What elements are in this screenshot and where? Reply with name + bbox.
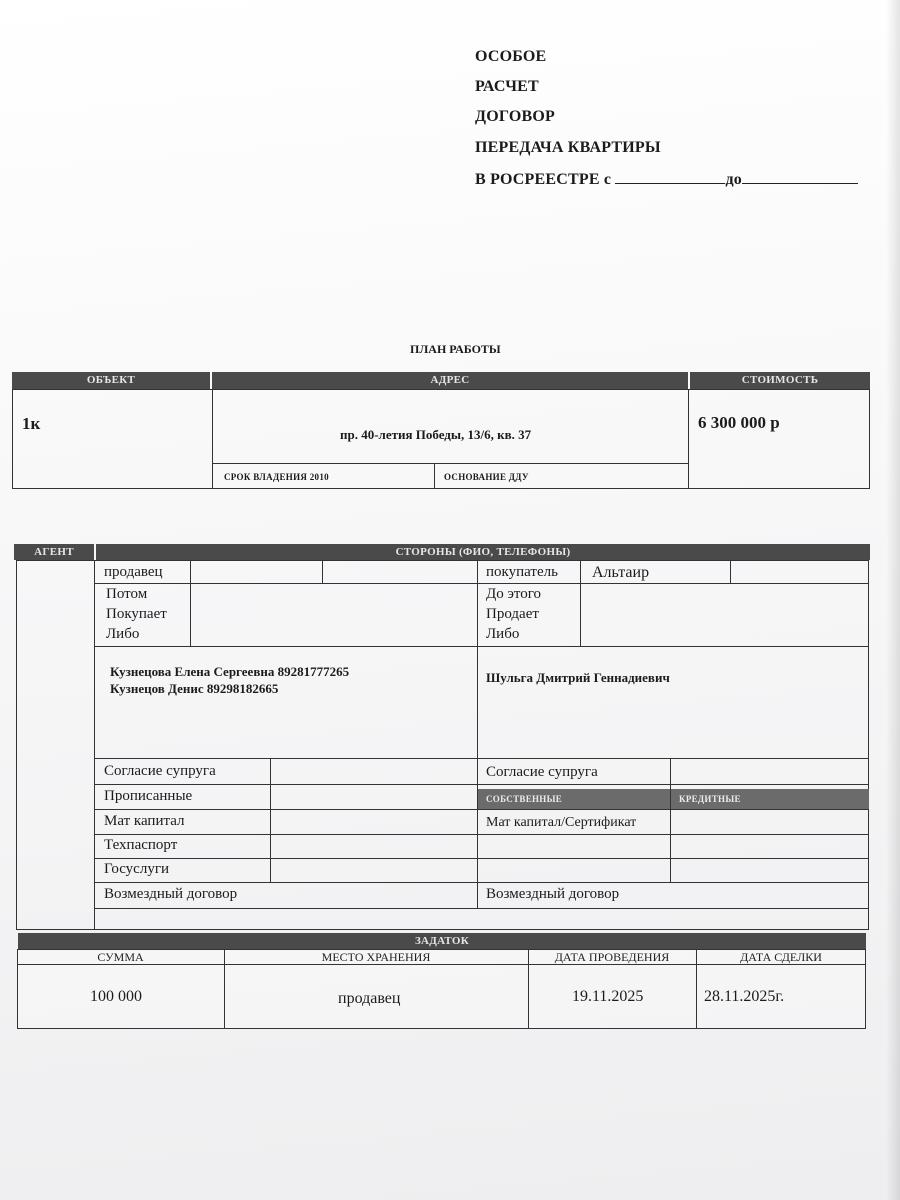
rosreestr-from-blank[interactable] (615, 169, 725, 184)
divider (94, 646, 869, 647)
divider (730, 560, 731, 583)
rosreestr-to-label: до (725, 171, 742, 188)
header-line-3: ДОГОВОР (475, 108, 555, 125)
buyer-prev-2: Продает (486, 606, 539, 622)
buyer-prev-1: До этого (486, 586, 542, 602)
divider (17, 964, 866, 965)
cost-header: СТОИМОСТЬ (690, 372, 870, 389)
right-row-spouse: Согласие супруга (486, 764, 598, 780)
header-line-2: РАСЧЕТ (475, 78, 539, 95)
left-row-registered: Прописанные (104, 788, 193, 804)
divider (670, 758, 671, 882)
divider (212, 463, 688, 464)
address-header: АДРЕС (212, 372, 688, 389)
agent-header: АГЕНТ (14, 544, 94, 560)
left-row-mat-capital: Мат капитал (104, 813, 185, 829)
seller-next-2: Покупает (106, 606, 167, 622)
deposit-col-deal-date: ДАТА СДЕЛКИ (740, 950, 822, 964)
center-divider (477, 560, 478, 908)
deal-date: 28.11.2025г. (704, 988, 785, 1005)
parties-header: СТОРОНЫ (ФИО, ТЕЛЕФОНЫ) (96, 544, 870, 560)
buyer-prev-3: Либо (486, 626, 520, 642)
seller-label: продавец (104, 564, 163, 580)
right-row-mat-capital: Мат капитал/Сертификат (486, 815, 637, 830)
plan-title: ПЛАН РАБОТЫ (410, 342, 501, 356)
divider (270, 758, 271, 882)
rosreestr-line (475, 169, 858, 189)
object-cost: 6 300 000 р (698, 413, 780, 432)
divider (94, 583, 869, 584)
own-funds-header: СОБСТВЕННЫЕ (478, 789, 670, 809)
buyer-label: покупатель (486, 564, 558, 580)
divider (94, 834, 869, 835)
credit-funds-header: КРЕДИТНЫЕ (671, 789, 869, 809)
ownership-term: СРОК ВЛАДЕНИЯ 2010 (224, 472, 329, 482)
divider (580, 560, 581, 646)
object-type: 1к (22, 414, 41, 433)
divider (94, 758, 869, 759)
divider (94, 858, 869, 859)
rosreestr-prefix: В РОСРЕЕСТРЕ с (475, 171, 612, 188)
divider (212, 389, 213, 489)
divider (434, 463, 435, 489)
seller-next-3: Либо (106, 626, 140, 642)
deposit-sum: 100 000 (90, 988, 142, 1005)
divider (688, 389, 689, 489)
deposit-header: ЗАДАТОК (18, 933, 866, 949)
divider (94, 784, 869, 785)
buyer-agent: Альтаир (592, 564, 650, 581)
object-header: ОБЪЕКТ (12, 372, 210, 389)
deposit-place: продавец (338, 990, 401, 1007)
deposit-col-place: МЕСТО ХРАНЕНИЯ (321, 950, 431, 964)
left-row-gosuslugi: Госуслуги (104, 861, 170, 877)
agent-column-divider (94, 560, 95, 930)
seller-name-2: Кузнецов Денис 89298182665 (110, 681, 279, 696)
seller-next-1: Потом (106, 586, 148, 602)
ownership-basis: ОСНОВАНИЕ ДДУ (444, 472, 529, 482)
left-row-contract: Возмездный договор (104, 886, 238, 902)
header-line-1: ОСОБОЕ (475, 48, 547, 65)
divider (94, 809, 869, 810)
left-row-tech-passport: Техпаспорт (104, 837, 178, 853)
rosreestr-to-blank[interactable] (742, 169, 858, 184)
deposit-col-sum: СУММА (97, 950, 144, 964)
divider (94, 908, 869, 909)
deposit-date: 19.11.2025 (572, 988, 644, 1005)
left-row-spouse: Согласие супруга (104, 763, 216, 779)
right-row-contract: Возмездный договор (486, 886, 620, 902)
header-line-4: ПЕРЕДАЧА КВАРТИРЫ (475, 139, 661, 156)
deposit-col-date: ДАТА ПРОВЕДЕНИЯ (554, 950, 670, 964)
divider (190, 560, 191, 646)
page-edge-shadow (886, 0, 900, 1200)
seller-name-1: Кузнецова Елена Сергеевна 89281777265 (110, 664, 350, 679)
divider (94, 882, 869, 883)
object-address: пр. 40-летия Победы, 13/6, кв. 37 (340, 427, 532, 442)
divider (322, 560, 323, 583)
buyer-name: Шульга Дмитрий Геннадиевич (486, 670, 670, 685)
